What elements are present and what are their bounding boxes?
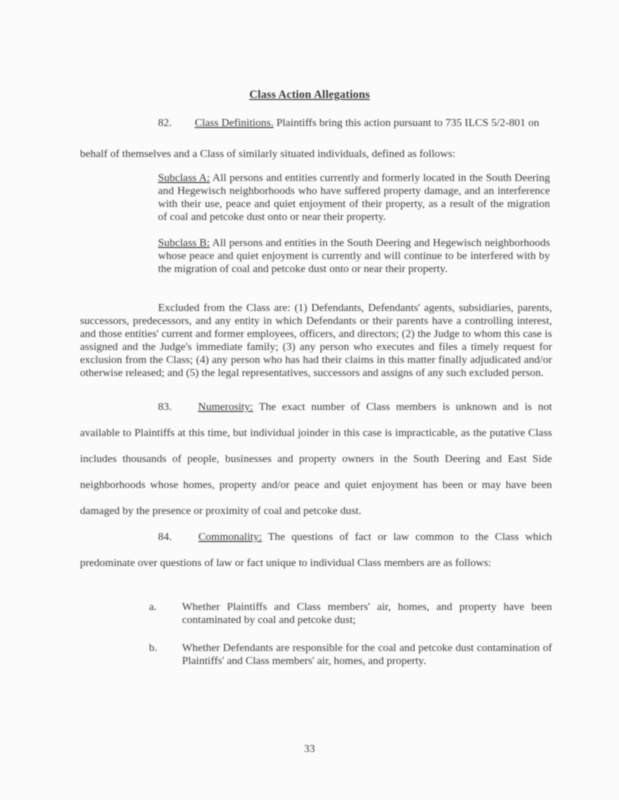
paragraph-83 bbox=[80, 394, 552, 524]
subclass-b-block bbox=[158, 237, 550, 276]
paragraph-lead: Class Definitions. bbox=[194, 117, 274, 129]
subclass-b-label: Subclass B: bbox=[158, 237, 210, 249]
paragraph-text: The exact number of Class members is unknown and is not available to Plaintiffs at this time, but individual joinder in this case is impracticable, as the putative Class includes thousands of people, businesses and property owners in the South Deering and East Side neighborhoods whose homes, property and/or peace and quiet enjoyment has been or may have been damaged by the presence or proximity of coal and petcoke dust. bbox=[80, 401, 552, 517]
subclass-a-label: Subclass A: bbox=[158, 172, 210, 184]
paragraph-lead: Numerosity: bbox=[198, 401, 254, 413]
paragraph-text: Plaintiffs bring this action pursuant to 735 ILCS 5/2-801 on bbox=[276, 117, 540, 129]
paragraph-82-line2: behalf of themselves and a Class of similarly situated individuals, defined as follows: bbox=[80, 148, 456, 160]
subclass-a-text: All persons and entities currently and formerly located in the South Deering and Hegewisch neighborhoods who have suffered property damage, and an interference with their use, peace and quiet enjoyment of their property, as a result of the migration of coal and petcoke dust onto or near their property. bbox=[158, 172, 550, 223]
paragraph-number: 83. bbox=[158, 401, 172, 413]
list-item-text: Whether Defendants are responsible for the coal and petcoke dust contamination of Plaintiffs' and Class members' air, homes, and property. bbox=[182, 642, 552, 667]
subclass-a-block bbox=[158, 172, 550, 224]
paragraph-text: The questions of fact or law common to the Class which predominate over questions of law or fact unique to individual Class members are as follows: bbox=[80, 531, 552, 569]
paragraph-number: 82. bbox=[158, 117, 172, 129]
subclass-b-text: All persons and entities in the South Deering and Hegewisch neighborhoods whose peace and quiet enjoyment is currently and will continue to be interfered with by the migration of coal and petcoke dust onto or near their property. bbox=[158, 237, 550, 275]
section-heading: Class Action Allegations bbox=[249, 89, 370, 101]
paragraph-82-line1 bbox=[80, 117, 552, 130]
list-item-text: Whether Plaintiffs and Class members' air, homes, and property have been contaminated by coal and petcoke dust; bbox=[182, 601, 552, 626]
paragraph-lead: Commonality: bbox=[198, 531, 262, 543]
paragraph-84 bbox=[80, 524, 552, 576]
list-item-letter: b. bbox=[149, 642, 158, 654]
paragraph-number: 84. bbox=[158, 531, 172, 543]
page-number: 33 bbox=[304, 743, 315, 755]
list-item-letter: a. bbox=[149, 601, 157, 613]
exclusion-paragraph: Excluded from the Class are: (1) Defendants, Defendants' agents, subsidiaries, parents, successors, predecessors, and any entity in which Defendants or their parents have a controlling interest, and those entities' current and former employees, officers, and directors; (2) the Judge to whom this case is assigned and the Judge's immediate family; (3) any person who executes and files a timely request for exclusion from the Class; (4) any person who has had their claims in this matter finally adjudicated and/or otherwise released; and (5) the legal representatives, successors and assigns of any such excluded person. bbox=[80, 302, 552, 379]
